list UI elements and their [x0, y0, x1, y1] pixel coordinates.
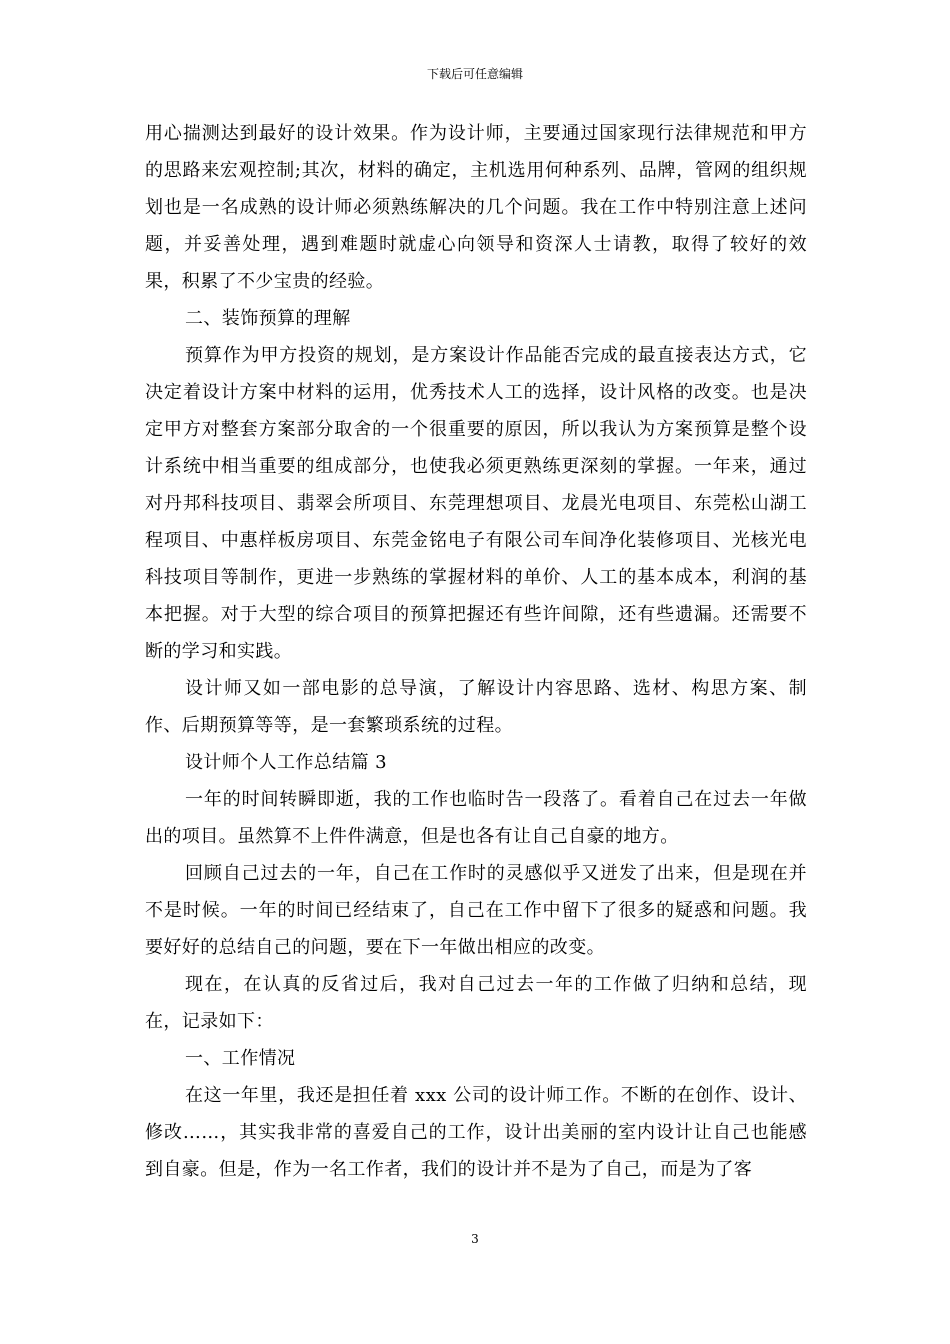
paragraph-review: 回顾自己过去的一年，自己在工作时的灵感似乎又迸发了出来，但是现在并不是时候。一年的时间已经结束了，自己在工作中留下了很多的疑惑和问题。我要好好的总结自己的问题，要在下一年做出相应的改变。 [145, 863, 807, 958]
page-header: 下载后可任意编辑 [426, 67, 523, 81]
paragraph-director-analogy: 设计师又如一部电影的总导演，了解设计内容思路、选材、构思方案、制作、后期预算等等，是一套繁琐系统的过程。 [145, 678, 807, 736]
document-body [145, 115, 807, 1188]
paragraph-year-passed: 一年的时间转瞬即逝，我的工作也临时告一段落了。看着自己在过去一年做出的项目。虽然算不上件件满意，但是也各有让自己自豪的地方。 [145, 789, 807, 847]
section-heading-budget: 二、装饰预算的理解 [185, 308, 351, 329]
page-number: 3 [471, 1232, 479, 1246]
paragraph-work-situation: 在这一年里，我还是担任着 xxx 公司的设计师工作。不断的在创作、设计、修改……，其实我非常的喜爱自己的工作，设计出美丽的室内设计让自己也能感到自豪。但是，作为一名工作者，我们的设计并不是为了自己，而是为了客 [145, 1085, 807, 1180]
paragraph-budget: 预算作为甲方投资的规划，是方案设计作品能否完成的最直接表达方式，它决定着设计方案中材料的运用，优秀技术人工的选择，设计风格的改变。也是决定甲方对整套方案部分取舍的一个很重要的原因，所以我认为方案预算是整个设计系统中相当重要的组成部分，也使我必须更熟练更深刻的掌握。一年来，通过对丹邦科技项目、翡翠会所项目、东莞理想项目、龙晨光电项目、东莞松山湖工程项目、中惠样板房项目、东莞金铭电子有限公司车间净化装修项目、光核光电科技项目等制作，更进一步熟练的掌握材料的单价、人工的基本成本，利润的基本把握。对于大型的综合项目的预算把握还有些许间隙，还有些遗漏。还需要不断的学习和实践。 [145, 345, 807, 662]
section-heading-work-situation: 一、工作情况 [185, 1048, 296, 1069]
paragraph-design-continuation: 用心揣测达到最好的设计效果。作为设计师，主要通过国家现行法律规范和甲方的思路来宏观控制;其次，材料的确定，主机选用何种系列、品牌，管网的组织规划也是一名成熟的设计师必须熟练解决的几个问题。我在工作中特别注意上述问题，并妥善处理，遇到难题时就虚心向领导和资深人士请教，取得了较好的效果，积累了不少宝贵的经验。 [145, 123, 807, 292]
article-title-part-3: 设计师个人工作总结篇 3 [185, 752, 387, 773]
paragraph-reflection: 现在，在认真的反省过后，我对自己过去一年的工作做了归纳和总结，现在，记录如下： [145, 974, 807, 1032]
